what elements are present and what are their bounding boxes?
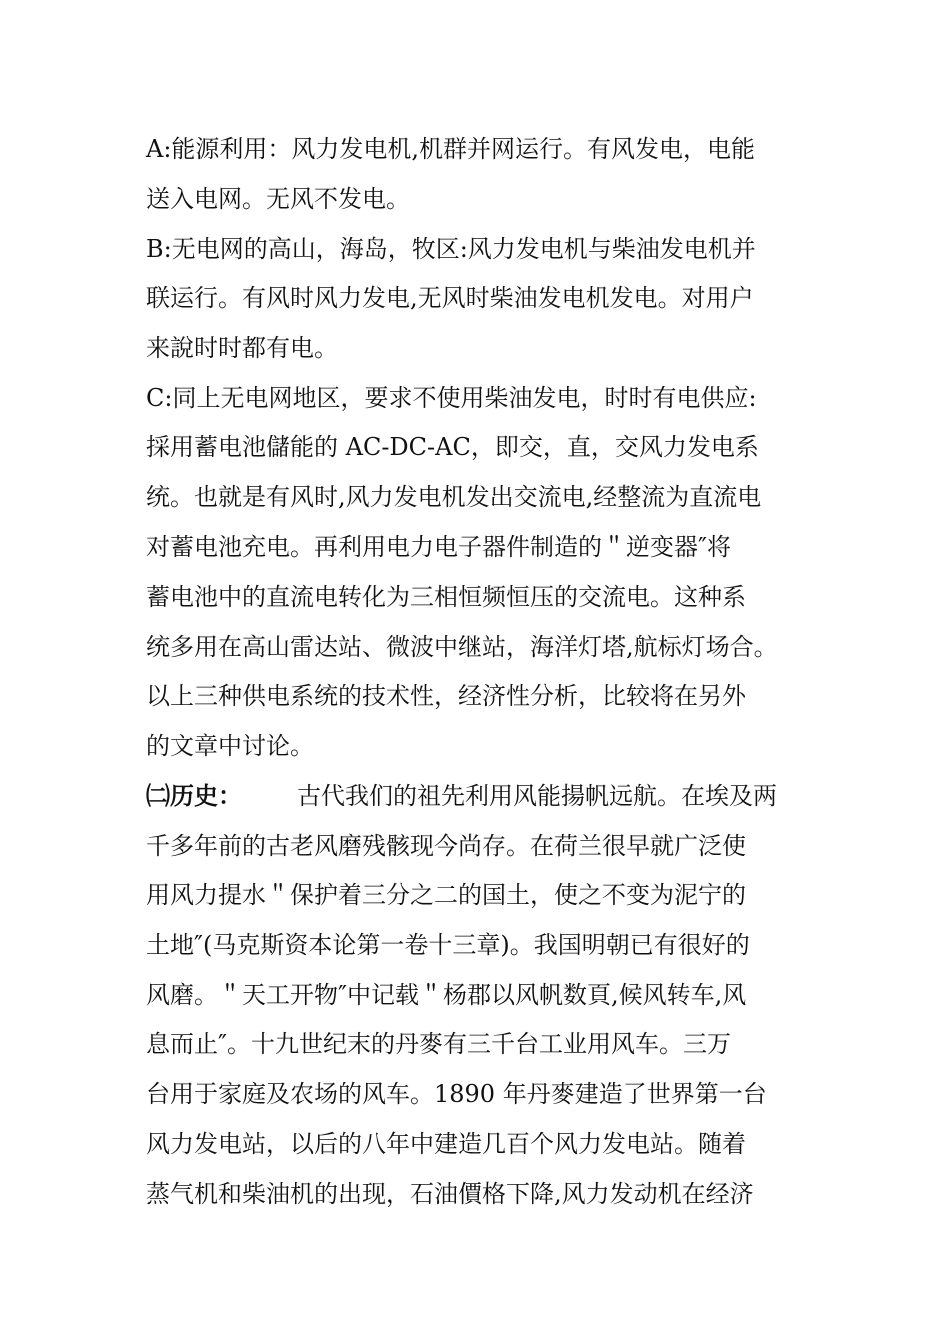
text-line: 土地″(马克斯资本论第一卷十三章)。我国明朝已有很好的 bbox=[146, 931, 750, 959]
text-line: 统。也就是有风时,风力发电机发出交流电,经整流为直流电 bbox=[146, 483, 762, 511]
text-line: 千多年前的古老风磨残骸现今尚存。在荷兰很早就广泛使 bbox=[146, 832, 746, 860]
text-line: 息而止″。十九世纪末的丹麥有三千台工业用风车。三万 bbox=[146, 1030, 731, 1058]
text-line: 採用蓄电池儲能的 AC-DC-AC，即交，直，交风力发电系 bbox=[146, 433, 759, 461]
text-line: 风力发电站，以后的八年中建造几百个风力发电站。随着 bbox=[146, 1130, 746, 1158]
text-line: 对蓄电池充电。再利用电力电子器件制造的＂逆变器″将 bbox=[146, 533, 731, 561]
text-line: 的文章中讨论。 bbox=[146, 732, 314, 760]
text-line: 蒸气机和柴油机的出现，石油價格下降,风力发动机在经济 bbox=[146, 1180, 754, 1208]
text-line: 用风力提水＂保护着三分之二的国土，使之不变为泥宁的 bbox=[146, 881, 746, 909]
text-line: 联运行。有风时风力发电,无风时柴油发电机发电。对用户 bbox=[146, 284, 754, 312]
text-line: 台用于家庭及农场的风车。1890 年丹麥建造了世界第一台 bbox=[146, 1080, 767, 1108]
text-line: 送入电网。无风不发电。 bbox=[146, 185, 410, 213]
text-line: 以上三种供电系统的技术性，经济性分析，比较将在另外 bbox=[146, 682, 746, 710]
history-first-line bbox=[146, 781, 777, 811]
text-line: A:能源利用：风力发电机,机群并网运行。有风发电，电能 bbox=[146, 135, 756, 163]
text-line: 风磨。＂天工开物″中记载＂杨郡以风帆数頁,候风转车,风 bbox=[146, 981, 747, 1009]
history-text: 古代我们的祖先利用风能揚帆远航。在埃及两 bbox=[297, 782, 777, 810]
text-line: B:无电网的高山，海岛，牧区:风力发电机与柴油发电机并 bbox=[146, 235, 756, 263]
text-line: 统多用在高山雷达站、微波中继站，海洋灯塔,航标灯场合。 bbox=[146, 633, 778, 661]
text-line: 来說时时都有电。 bbox=[146, 334, 338, 362]
text-line: 蓄电池中的直流电转化为三相恒频恒压的交流电。这种系 bbox=[146, 583, 746, 611]
history-heading: ㈡历史： bbox=[146, 782, 242, 810]
text-line: C:同上无电网地区，要求不使用柴油发电，时时有电供应: bbox=[146, 384, 757, 412]
